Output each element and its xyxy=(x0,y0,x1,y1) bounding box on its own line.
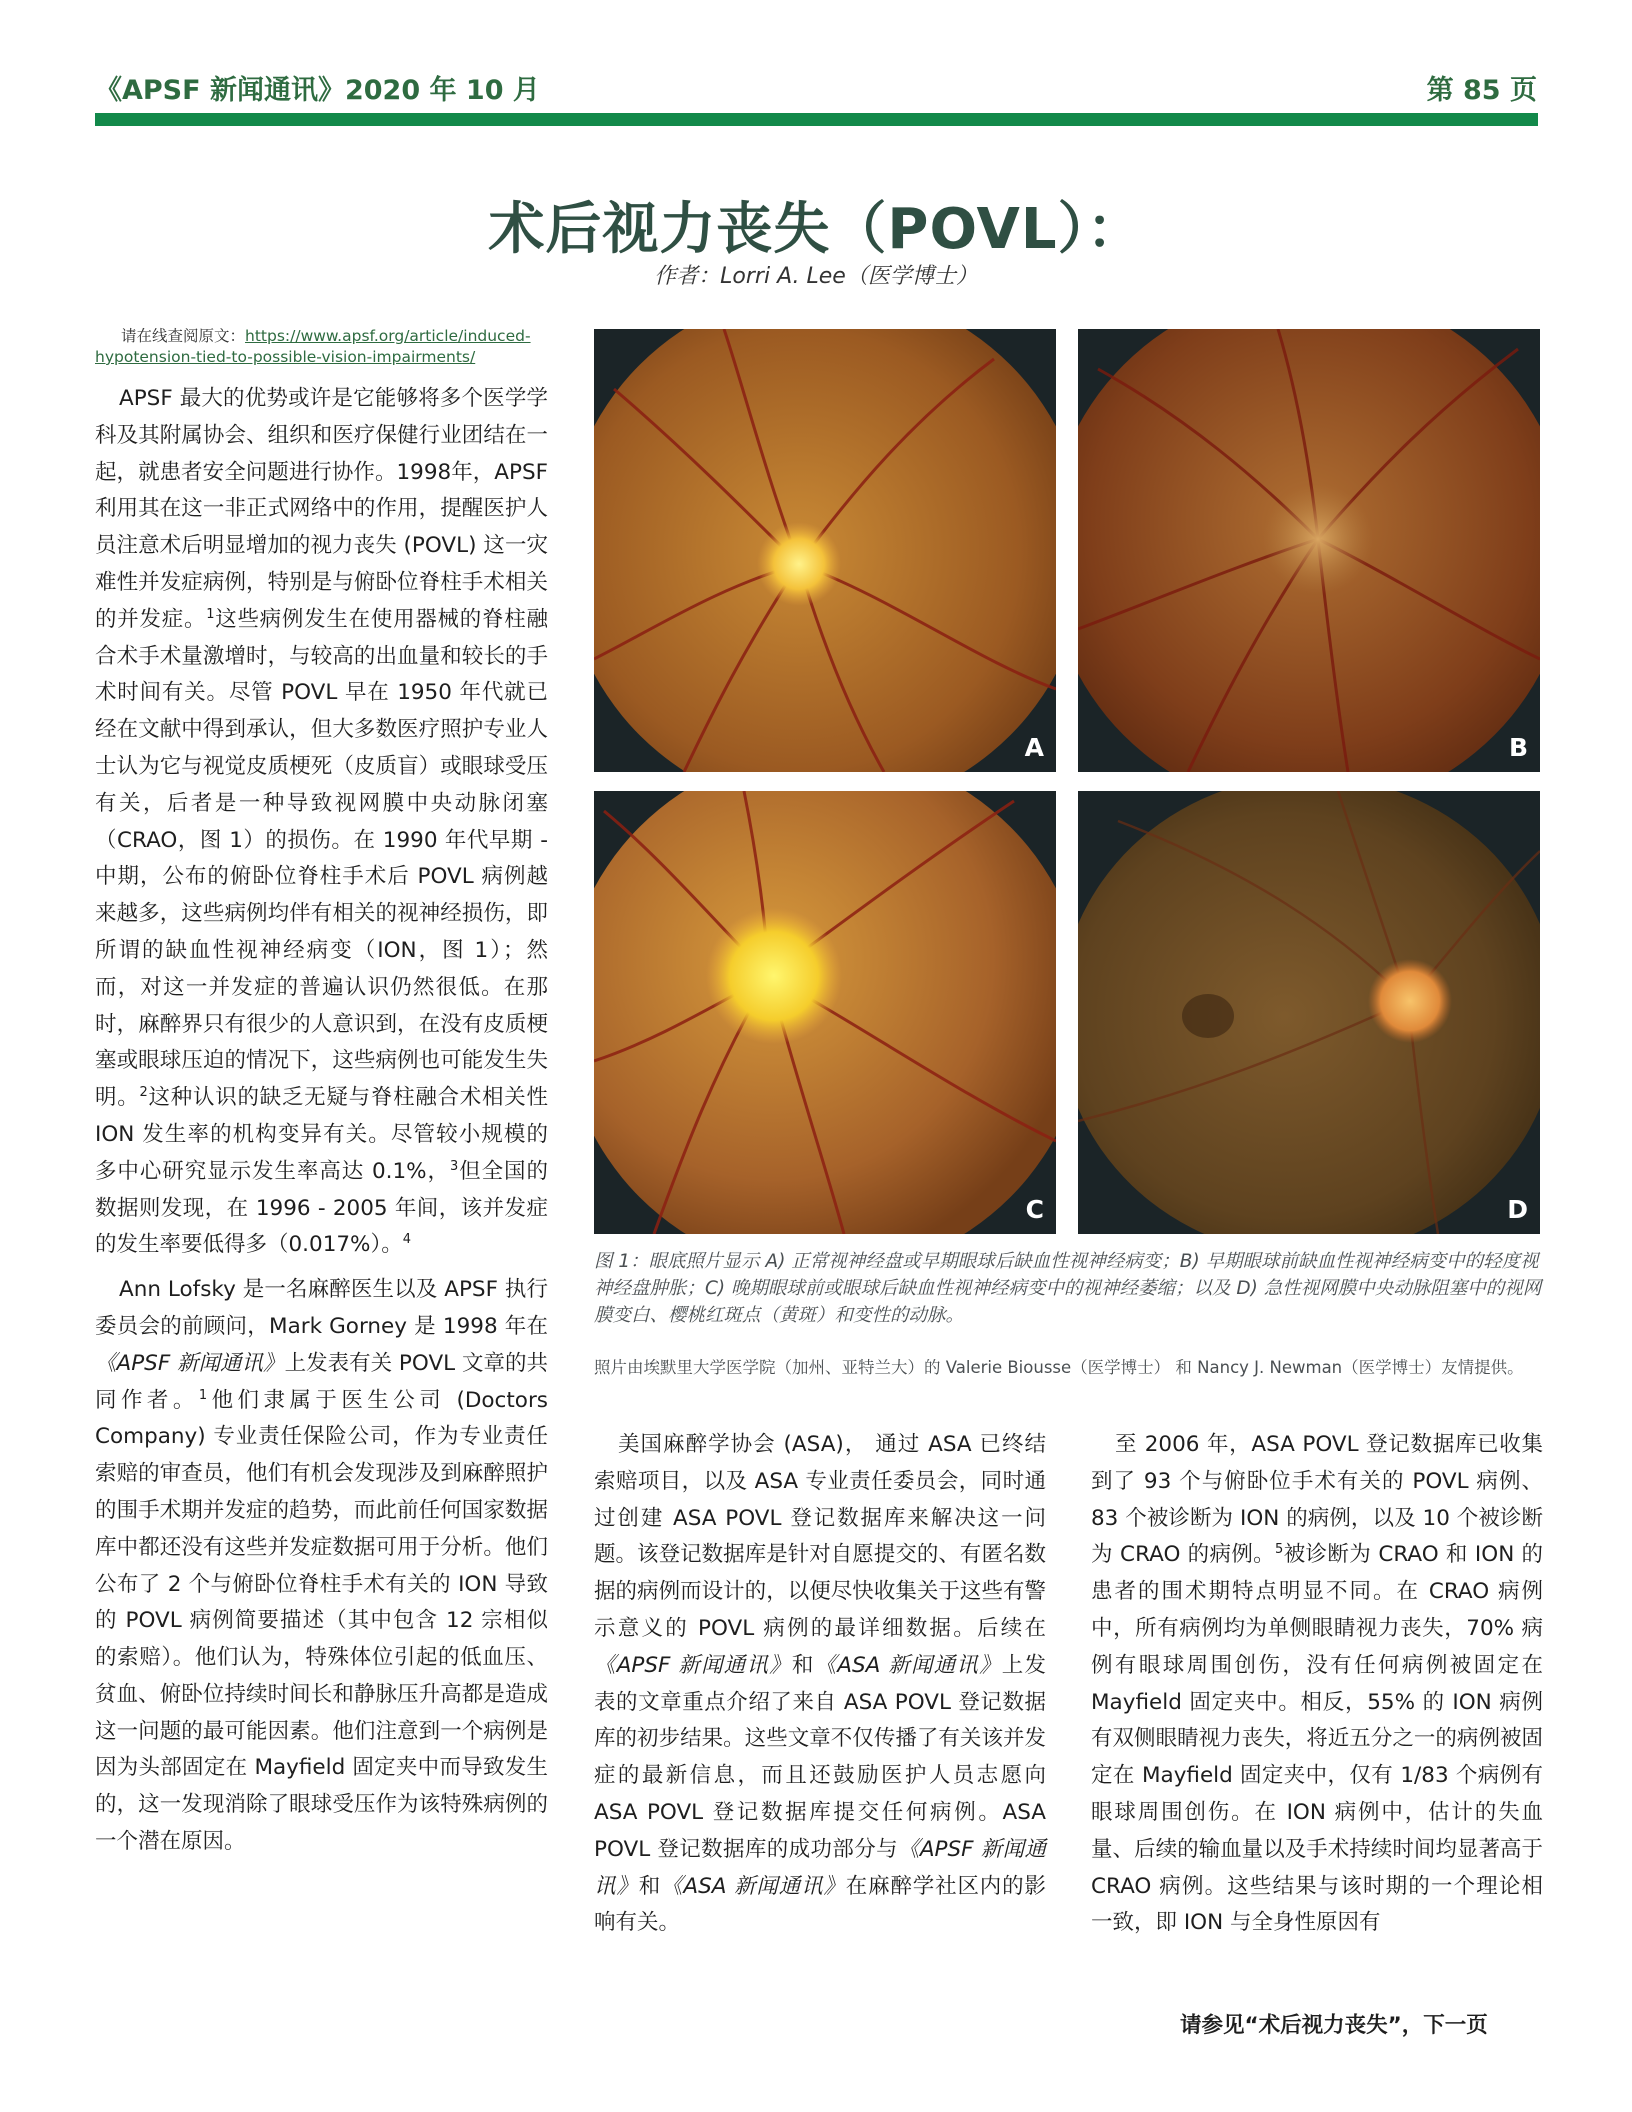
panel-label: D xyxy=(1507,1195,1528,1224)
figure-caption: 图 1：眼底照片显示 A) 正常视神经盘或早期眼球后缺血性视神经病变；B) 早期眼球前缺血性视神经病变中的轻度视神经盘肿胀；C) 晚期眼球前或眼球后缺血性视神经病变中的视神经萎缩；以及 D) 急性视网膜中央动脉阻塞中的视网膜变白、樱桃红斑点（黄斑）和变性的动脉。 xyxy=(594,1251,1542,1326)
panel-label: B xyxy=(1508,733,1528,762)
photo-credit: 照片由埃默里大学医学院（加州、亚特兰大）的 Valerie Biousse（医学博士） 和 Nancy J. Newman（医学博士）友情提供。 xyxy=(594,1358,1524,1377)
fundus-photo-a xyxy=(594,329,1056,772)
article-title: 术后视力丧失（POVL）： xyxy=(488,197,1144,262)
online-link[interactable]: https://www.apsf.org/article/induced-hypotension-tied-to-possible-vision-impairments/ xyxy=(95,327,531,366)
header-rule xyxy=(95,113,1538,126)
paragraph: 美国麻醉学协会 (ASA)， 通过 ASA 已终结索赔项目，以及 ASA 专业责任委员会，同时通过创建 ASA POVL 登记数据库来解决这一问题。该登记数据库是针对自愿提交的、有匿名数据的病例而设计的，以便尽快收集关于这些有警示意义的 POVL 病例的最详细数据。后续在《APSF 新闻通讯》和《ASA 新闻通讯》上发表的文章重点介绍了来自 ASA POVL 登记数据库的初步结果。这些文章不仅传播了有关该并发症的最新信息，而且还鼓励医护人员志愿向 ASA POVL 登记数据库提交任何病例。ASA POVL 登记数据库的成功部分与《APSF 新闻通讯》和《ASA 新闻通讯》在麻醉学社区内的影响有关。 xyxy=(594,1432,1046,1936)
column-3 xyxy=(1091,1427,1543,1942)
newsletter-issue: 《APSF 新闻通讯》2020 年 10 月 xyxy=(95,75,540,106)
paragraph: Ann Lofsky 是一名麻醉医生以及 APSF 执行委员会的前顾问，Mark Gorney 是 1998 年在《APSF 新闻通讯》上发表有关 POVL 文章的共同作者。$^1$他们隶属于医生公司 (Doctors Company) 专业责任保险公司，作为专业责任索赔的审查员，他们有机会发现涉及到麻醉照护的围手术期并发症的趋势，而此前任何国家数据库中都还没有这些并发症数据可用于分析。他们公布了 2 个与俯卧位脊柱手术有关的 ION 导致的 POVL 病例简要描述（其中包含 12 宗相似的索赔）。他们认为，特殊体位引起的低血压、贫血、俯卧位持续时间长和静脉压升高都是造成这一问题的最可能因素。他们注意到一个病例是因为头部固定在 Mayfield 固定夹中而导致发生的，这一发现消除了眼球受压作为该特殊病例的一个潜在原因。 xyxy=(95,1277,548,1855)
paragraph: APSF 最大的优势或许是它能够将多个医学学科及其附属协会、组织和医疗保健行业团结在一起，就患者安全问题进行协作。1998年，APSF 利用其在这一非正式网络中的作用，提醒医护人员注意术后明显增加的视力丧失 (POVL) 这一灾难性并发症病例，特别是与俯卧位脊柱手术相关的并发症。$^1$这些病例发生在使用器械的脊柱融合术手术量激增时，与较高的出血量和较长的手术时间有关。尽管 POVL 早在 1950 年代就已经在文献中得到承认，但大多数医疗照护专业人士认为它与视觉皮质梗死（皮质盲）或眼球受压有关，后者是一种导致视网膜中央动脉闭塞（CRAO，图 1）的损伤。在 1990 年代早期 - 中期，公布的俯卧位脊柱手术后 POVL 病例越来越多，这些病例均伴有相关的视神经损伤，即所谓的缺血性视神经病变（ION，图 1）；然而，对这一并发症的普遍认识仍然很低。在那时，麻醉界只有很少的人意识到，在没有皮质梗塞或眼球压迫的情况下，这些病例也可能发生失明。$^2$这种认识的缺乏无疑与脊柱融合术相关性 ION 发生率的机构变异有关。尽管较小规模的多中心研究显示发生率高达 0.1%，$^3$但全国的数据则发现，在 1996 - 2005 年间，该并发症的发生率要低得多（0.017%）。$^4$ xyxy=(95,386,548,1258)
fundus-photo-d xyxy=(1078,791,1540,1234)
article-byline: 作者：Lorri A. Lee（医学博士） xyxy=(654,264,978,289)
online-source-note xyxy=(95,326,550,368)
fundus-photo-c xyxy=(594,791,1056,1234)
panel-label: C xyxy=(1025,1195,1044,1224)
continued-on-next-page[interactable]: 请参见“术后视力丧失”，下一页 xyxy=(1180,2013,1488,2038)
panel-label: A xyxy=(1024,733,1044,762)
online-label: 请在线查阅原文： xyxy=(121,327,246,345)
fundus-photo-b xyxy=(1078,329,1540,772)
paragraph: 至 2006 年，ASA POVL 登记数据库已收集到了 93 个与俯卧位手术有关的 POVL 病例、83 个被诊断为 ION 的病例，以及 10 个被诊断为 CRAO 的病例。$^5$被诊断为 CRAO 和 ION 的患者的围术期特点明显不同。在 CRAO 病例中，所有病例均为单侧眼睛视力丧失，70% 病例有眼球周围创伤，没有任何病例被固定在 Mayfield 固定夹中。相反，55% 的 ION 病例有双侧眼睛视力丧失，将近五分之一的病例被固定在 Mayfield 固定夹中，仅有 1/83 个病例有眼球周围创伤。在 ION 病例中，估计的失血量、后续的输血量以及手术持续时间均显著高于 CRAO 病例。这些结果与该时期的一个理论相一致，即 ION 与全身性原因有 xyxy=(1091,1432,1543,1936)
column-1 xyxy=(95,381,548,1861)
page-number: 第 85 页 xyxy=(1426,75,1537,106)
column-2 xyxy=(594,1427,1046,1942)
